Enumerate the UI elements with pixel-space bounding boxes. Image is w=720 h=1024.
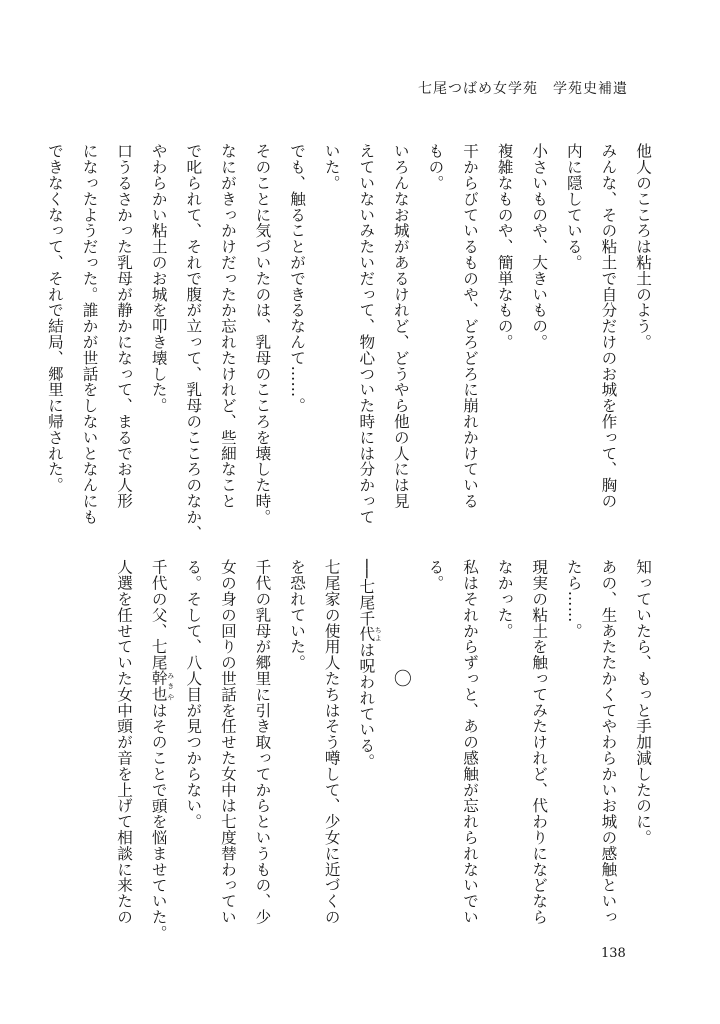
text-line: なかった。 [495, 559, 514, 639]
text-line: になったようだった。誰かが世話をしないとなんにも [80, 143, 99, 525]
text-line: なにがきっかけだったか忘れたけれど、些細なこと [218, 143, 237, 509]
text-line: 千代の乳母が郷里に引き取ってからというもの、少 [253, 559, 272, 925]
text-line: そのことに気づいたのは、乳母のこころを壊した時。 [253, 143, 272, 525]
text-line: 干からびているものや、どろどろに崩れかけている [461, 143, 480, 509]
text-line: 小さいものや、大きいもの。 [530, 143, 549, 350]
text-line: できなくなって、それで結局、郷里に帰された。 [45, 143, 64, 493]
text-line: いた。 [322, 143, 341, 191]
text-line: 複雑なものや、簡単なもの。 [495, 143, 514, 350]
text-line: 現実の粘土を触ってみたけれど、代わりになどなら [530, 559, 549, 925]
text-line: る。そして、八人目が見つからない。 [184, 559, 203, 830]
ruby-annotation: 幹也 みきや [149, 670, 175, 703]
text-line: もの。 [426, 143, 445, 191]
text-line: で叱られて、それで腹が立って、乳母のこころのなか、 [184, 143, 203, 541]
text-line: えていないみたいだって、物心ついた時には分かって [357, 143, 376, 525]
page-number: 138 [601, 946, 626, 961]
text-line: やわらかい粘土のお城を叩き壊した。 [149, 143, 168, 414]
lower-text-block [100, 559, 660, 941]
text-line: 女の身の回りの世話を任せた女中は七度替わってい [218, 559, 237, 925]
text-line: 私はそれからずっと、あの感触が忘れられないでい [461, 559, 480, 925]
ruby-annotation: 代 ちよ [357, 626, 383, 642]
text-line: ──七尾千代 ちよは呪われている。 [357, 559, 383, 770]
text-line: みんな、その粘土で自分だけのお城を作って、胸の [599, 143, 618, 509]
blank-line [3, 143, 38, 503]
text-line: 他人のこころは粘土のよう。 [634, 143, 652, 350]
text-line: 人選を任せていた女中頭が音を上げて相談に来たの [115, 559, 134, 925]
text-line: 千代の父、七尾幹也 みきやはそのことで頭を悩ませていた。 [149, 559, 175, 941]
upper-text-block [45, 143, 660, 541]
text-line: 知っていたら、もっと手加減したのに。 [634, 559, 652, 846]
text-line: たら……。 [564, 559, 583, 639]
text-line: る。 [426, 559, 445, 591]
text-line: でも、触ることができるなんて……。 [288, 143, 307, 414]
text-line [0, 143, 3, 503]
text-line: を恐れていた。 [288, 559, 307, 671]
text-line: あの、生あたたかくてやわらかいお城の感触といっ [599, 559, 618, 925]
scene-break-circle: 〇 [390, 669, 412, 688]
text-line: 内に隠している。 [564, 143, 583, 271]
running-header: 七尾つばめ女学苑 学苑史補遺 [418, 81, 628, 97]
text-line: 口うるさかった乳母が静かになって、まるでお人形 [115, 143, 134, 509]
text-line: 七尾家の使用人たちはそう噂して、少女に近づくの [322, 559, 341, 925]
text-line: いろんなお城があるけれど、どうやら他の人には見 [391, 143, 410, 509]
